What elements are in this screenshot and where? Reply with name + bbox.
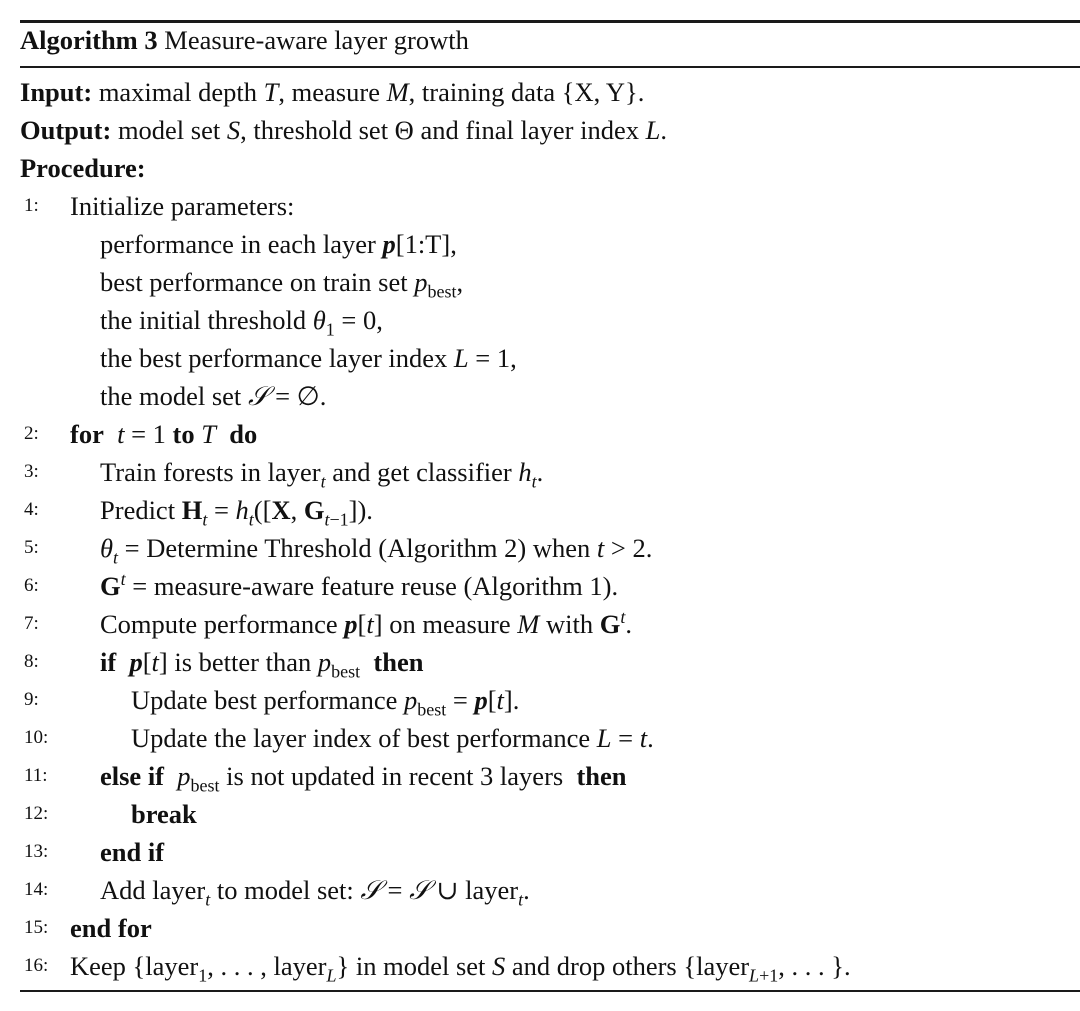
var-T: T: [263, 77, 279, 107]
theta-t-math: $\theta_t$: [100, 533, 119, 568]
algorithm-title: Measure-aware layer growth: [164, 25, 469, 55]
step-text: = ∅.: [275, 381, 327, 411]
step-text: = 0,: [341, 305, 383, 335]
step-text: Predict: [100, 495, 176, 525]
var-L: L: [645, 115, 661, 145]
step-text: the model set: [100, 381, 242, 411]
procedure-line: [20, 152, 146, 184]
for-math: t = 1: [117, 419, 166, 449]
line-number: 13:: [24, 841, 49, 862]
var-p: p: [382, 229, 396, 259]
step-text: Update the layer index of best performance: [131, 723, 591, 753]
input-text: maximal depth: [98, 77, 258, 107]
keyword-then: then: [576, 761, 627, 791]
keyword-if: if: [100, 647, 117, 677]
step-text: = 1,: [475, 343, 517, 373]
step-text: with: [545, 609, 594, 639]
L-eq-t-math: L = t.: [596, 723, 654, 753]
step-text: = measure-aware feature reuse (Algorithm 1).: [132, 571, 619, 601]
output-text: .: [660, 115, 667, 145]
line-number: 7:: [24, 613, 39, 634]
p-t-math: p[t]: [344, 609, 383, 639]
step-text: is not updated in recent 3 layers: [226, 761, 564, 791]
var-M: M: [517, 609, 540, 639]
top-rule: [20, 20, 1080, 23]
p-t-math: p[t]: [129, 647, 168, 677]
step-text: and get classifier: [332, 457, 512, 487]
step-text: the initial threshold: [100, 305, 307, 335]
var-S: S: [226, 115, 241, 145]
step-1a: [100, 228, 457, 260]
input-text: , training data {X, Y}.: [408, 77, 645, 107]
var-M: M: [386, 77, 409, 107]
p-best-math: $p_{best}$,: [414, 267, 464, 302]
input-label: Input:: [20, 77, 93, 107]
step-text: performance in each layer: [100, 229, 376, 259]
keyword-else-if: else if: [100, 761, 165, 791]
h-t-math: $h_t$.: [518, 457, 544, 492]
output-line: [20, 114, 667, 146]
output-label: Output:: [20, 115, 112, 145]
p-best-math: $p_{best}$: [317, 647, 361, 682]
step-1e: [100, 380, 326, 412]
step-10: [131, 722, 654, 754]
line-number: 1:: [24, 195, 39, 216]
output-text: , threshold set Θ and final layer index: [240, 115, 639, 145]
algorithm-number: Algorithm 3: [20, 25, 158, 55]
line-number: 6:: [24, 575, 39, 596]
var-T: T: [201, 419, 216, 449]
line-number: 16:: [24, 955, 49, 976]
line-number: 8:: [24, 651, 39, 672]
keyword-end-if: end if: [100, 837, 165, 867]
step-text: Compute performance: [100, 609, 338, 639]
step-13: [100, 836, 164, 868]
caption-rule: [20, 66, 1080, 68]
theta-1-math: $\theta_1$: [312, 305, 335, 340]
step-text: Update best performance: [131, 685, 398, 715]
union-math: 𝒮 = 𝒮 ∪ layer$_t$.: [360, 875, 530, 910]
step-1c: [100, 304, 383, 340]
step-12: [131, 798, 197, 830]
line-number: 9:: [24, 689, 39, 710]
step-text: > 2.: [610, 533, 653, 563]
step-5: [100, 532, 653, 568]
step-7: [100, 608, 632, 640]
step-16: Keep {layer$_1$, . . . , layer$_L$} in model set S and drop others {layer$_{L+1}$, . . . }.: [70, 951, 851, 986]
algorithm-caption: [20, 24, 469, 56]
G-t-math: $G^t$: [100, 569, 126, 601]
step-text: Initialize parameters:: [70, 191, 295, 221]
keyword-end-for: end for: [70, 913, 152, 943]
step-9: [131, 684, 520, 720]
step-8: [100, 646, 424, 682]
step-1: [70, 190, 294, 222]
bottom-rule: [20, 990, 1080, 992]
line-number: 5:: [24, 537, 39, 558]
var-S: S: [492, 951, 506, 981]
keyword-to: to: [172, 419, 195, 449]
keyword-do: do: [229, 419, 258, 449]
line-number: 12:: [24, 803, 49, 824]
update-math: $p_{best} = p[t]$.: [403, 685, 520, 720]
step-3: Train forests in layer$_t$ and get classifier $h_t$.: [100, 457, 544, 492]
p-best-math: $p_{best}$: [177, 761, 220, 796]
var-L: L: [453, 343, 469, 373]
line-number: 10:: [24, 727, 49, 748]
input-text: , measure: [278, 77, 380, 107]
step-text: = Determine Threshold (Algorithm 2) when: [124, 533, 591, 563]
step-14: Add layer$_t$ to model set: 𝒮 = 𝒮 ∪ layer$_t$.: [100, 875, 530, 910]
step-text: on measure: [389, 609, 511, 639]
step-15: [70, 912, 152, 944]
step-1d: [100, 342, 517, 374]
input-line: [20, 76, 644, 108]
line-number: 15:: [24, 917, 49, 938]
procedure-label: Procedure:: [20, 153, 146, 183]
step-6: [100, 570, 618, 602]
keyword-break: break: [131, 799, 197, 829]
step-2: [70, 418, 257, 450]
step-text: Train forests in layer: [100, 457, 321, 487]
step-4: [100, 494, 373, 530]
predict-math: $H_t = h_t([X$, $G_{t-1}$]).: [181, 495, 373, 530]
line-number: 11:: [24, 765, 48, 786]
step-text: to model set:: [216, 875, 354, 905]
step-text: is better than: [174, 647, 312, 677]
step-1b: [100, 266, 464, 302]
step-text: Add layer: [100, 875, 206, 905]
step-11: [100, 760, 627, 796]
step-text: and drop others {layer: [511, 951, 750, 981]
line-number: 14:: [24, 879, 49, 900]
step-text: Keep {layer: [70, 951, 199, 981]
keyword-for: for: [70, 419, 104, 449]
keyword-then: then: [373, 647, 424, 677]
G-t-math: $G^t$.: [599, 607, 632, 639]
step-text: the best performance layer index: [100, 343, 448, 373]
var-t: t: [596, 533, 605, 563]
step-text: best performance on train set: [100, 267, 408, 297]
line-number: 4:: [24, 499, 39, 520]
step-text: in model set: [355, 951, 486, 981]
line-number: 2:: [24, 423, 39, 444]
step-text: [1:T],: [395, 229, 457, 259]
var-S-script: 𝒮: [247, 381, 269, 411]
output-text: model set: [117, 115, 221, 145]
line-number: 3:: [24, 461, 39, 482]
